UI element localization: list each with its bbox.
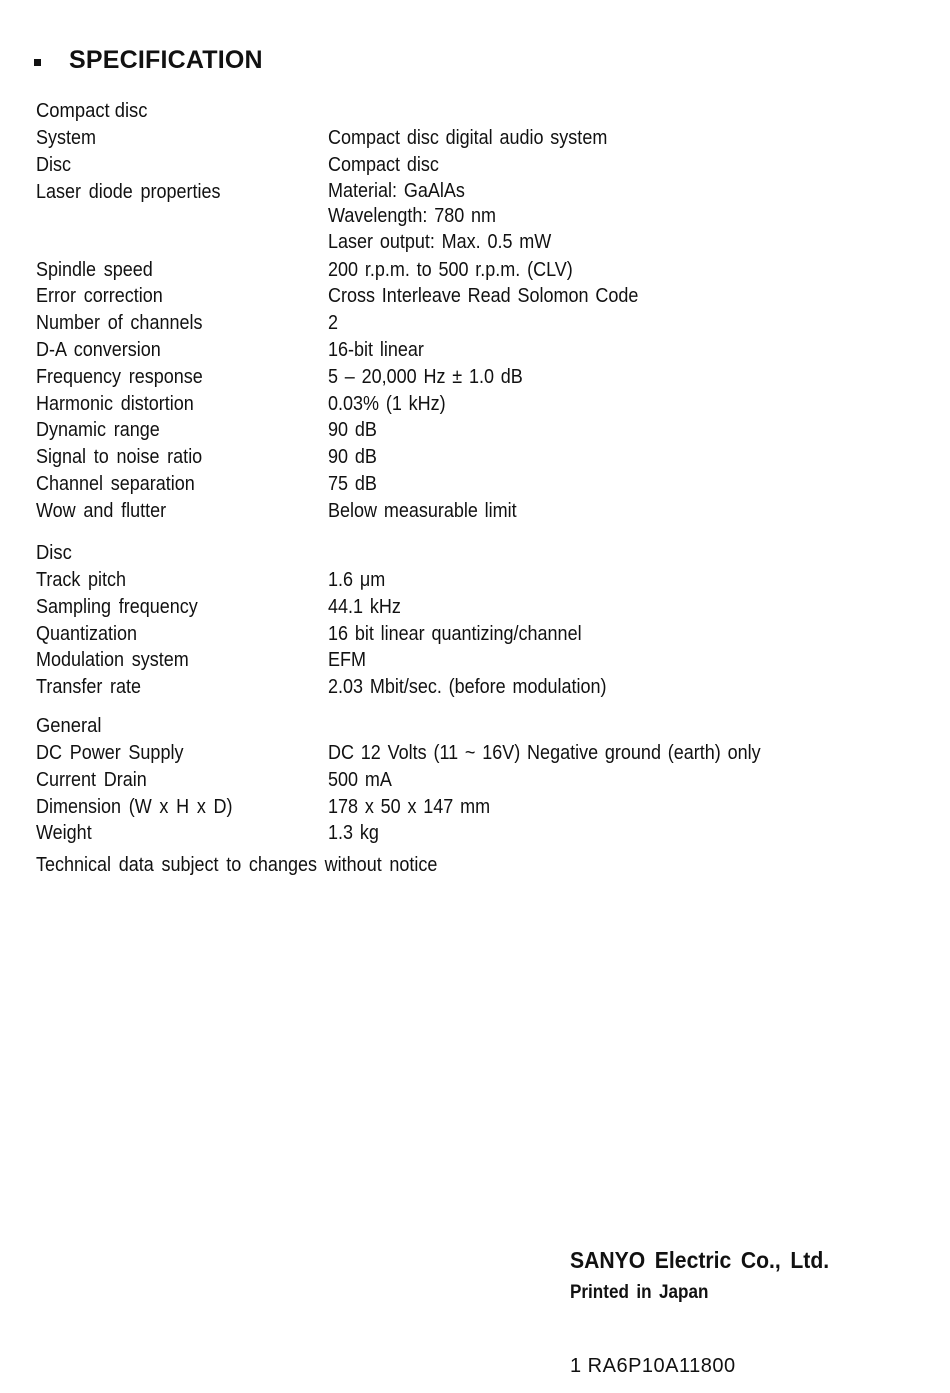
spec-label: Sampling frequency [36,595,198,618]
spec-value: 500 mA [328,768,392,791]
spec-value: 44.1 kHz [328,595,401,618]
spec-row-transfer-rate [36,674,916,701]
spec-value: EFM [328,649,366,672]
spec-label: Current Drain [36,768,147,791]
spec-row-wow-flutter [36,498,916,525]
spec-row-modulation-system [36,647,916,674]
section-general [36,713,916,847]
spec-label: Frequency response [36,365,203,388]
spec-label: Harmonic distortion [36,392,194,415]
spec-value: 16-bit linear [328,338,424,361]
spec-row-spindle-speed [36,257,916,284]
spec-value: Cross Interleave Read Solomon Code [328,285,639,308]
bullet-icon [34,59,41,66]
spec-value: 16 bit linear quantizing/channel [328,622,582,645]
spec-row-channel-separation [36,471,916,498]
section-title: Disc [36,542,72,564]
spec-label: Laser diode properties [36,180,221,203]
spec-value-line: Material: GaAlAs [328,179,465,202]
spec-row-system [36,125,916,152]
spec-label: Quantization [36,622,138,645]
section-title: General [36,715,102,737]
spec-label: Wow and flutter [36,499,167,522]
spec-row-da-conversion [36,337,916,364]
spec-row-error-correction [36,283,916,310]
spec-value: 200 r.p.m. to 500 r.p.m. (CLV) [328,258,573,281]
spec-value: 2 [328,312,339,335]
spec-value: 75 dB [328,472,377,495]
spec-value [328,179,551,256]
section-title: Compact disc [36,100,148,122]
spec-value: Below measurable limit [328,499,517,522]
spec-value: DC 12 Volts (11 ~ 16V) Negative ground (earth) only [328,742,761,764]
spec-label: Dynamic range [36,419,160,442]
spec-value: Compact disc [328,153,439,176]
section-compact-disc [36,98,916,525]
disclaimer-note: Technical data subject to changes without notice [36,854,438,876]
spec-value: 1.3 kg [328,822,379,845]
spec-row-dynamic-range [36,417,916,444]
spec-row-dc-power-supply [36,740,916,767]
company-name: SANYO Electric Co., Ltd. [570,1247,830,1273]
spec-label: Signal to noise ratio [36,446,203,469]
heading [34,46,263,75]
spec-row-channels [36,310,916,337]
spec-label: Number of channels [36,312,203,335]
spec-label: System [36,127,97,149]
spec-label: Track pitch [36,569,127,591]
spec-label: D-A conversion [36,338,161,361]
spec-label: Dimension (W x H x D) [36,795,233,818]
spec-value: 90 dB [328,419,377,442]
spec-value: 2.03 Mbit/sec. (before modulation) [328,676,607,699]
spec-label: Transfer rate [36,676,142,699]
document-code: 1 RA6P10A11800 [570,1355,736,1377]
spec-row-track-pitch [36,567,916,594]
spec-value: 0.03% (1 kHz) [328,392,446,415]
spec-label: Disc [36,153,72,176]
spec-row-current-drain [36,767,916,794]
spec-value: 178 x 50 x 147 mm [328,795,491,818]
spec-row-quantization [36,621,916,648]
spec-row-weight [36,820,916,847]
page-title: SPECIFICATION [69,46,263,74]
spec-value: 1.6 μm [328,569,386,591]
spec-value: 90 dB [328,446,377,469]
spec-row-frequency-response [36,364,916,391]
spec-row-snr [36,444,916,471]
spec-row-disc [36,152,916,179]
spec-value-line: Laser output: Max. 0.5 mW [328,230,552,253]
spec-label: Modulation system [36,649,189,672]
spec-label: Error correction [36,285,163,308]
spec-label: DC Power Supply [36,742,184,764]
spec-row-harmonic-distortion [36,391,916,418]
spec-label: Channel separation [36,472,195,495]
spec-label: Weight [36,822,92,845]
spec-row-dimension [36,794,916,821]
printed-in: Printed in Japan [570,1282,709,1303]
spec-value-line: Wavelength: 780 nm [328,205,497,228]
spec-value: 5 – 20,000 Hz ± 1.0 dB [328,365,523,388]
spec-row-laser-diode [36,179,916,257]
footer [570,1247,852,1304]
spec-value: Compact disc digital audio system [328,127,608,149]
section-disc [36,540,916,701]
spec-label: Spindle speed [36,258,153,281]
spec-row-sampling-frequency [36,594,916,621]
